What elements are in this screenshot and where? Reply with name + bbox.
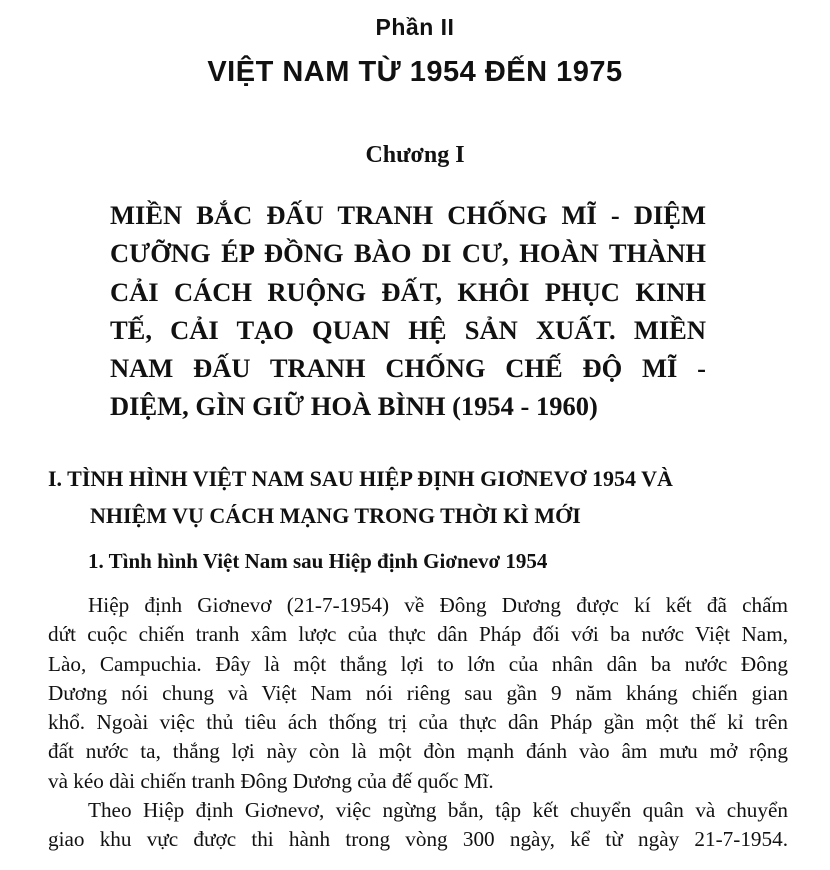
part-title: VIỆT NAM TỪ 1954 ĐẾN 1975 — [207, 56, 623, 88]
section-heading-line: I. TÌNH HÌNH VIỆT NAM SAU HIỆP ĐỊNH GIƠNEVƠ 1954 VÀ — [48, 466, 673, 491]
chapter-title-line: TẾ, CẢI TẠO QUAN HỆ SẢN XUẤT. MIỀN — [110, 314, 706, 345]
chapter-title — [110, 196, 706, 426]
chapter-title-line: DIỆM, GÌN GIỮ HOÀ BÌNH (1954 - 1960) — [110, 391, 598, 422]
paragraph-line: Theo Hiệp định Giơnevơ, việc ngừng bắn, tập kết chuyển quân và chuyển — [88, 798, 788, 823]
part-label: Phần II — [375, 14, 455, 40]
paragraph-line: Lào, Campuchia. Đây là một thắng lợi to lớn của nhân dân ba nước Đông — [48, 651, 788, 676]
chapter-label: Chương I — [365, 142, 465, 168]
paragraph-line: đất nước ta, thắng lợi này còn là một đòn mạnh đánh vào âm mưu mở rộng — [48, 739, 788, 764]
chapter-title-line: CƯỠNG ÉP ĐỒNG BÀO DI CƯ, HOÀN THÀNH — [110, 238, 706, 269]
subsection-heading: 1. Tình hình Việt Nam sau Hiệp định Giơnevơ 1954 — [88, 549, 548, 573]
section-heading-line: NHIỆM VỤ CÁCH MẠNG TRONG THỜI KÌ MỚI — [90, 503, 581, 528]
chapter-title-line: CẢI CÁCH RUỘNG ĐẤT, KHÔI PHỤC KINH — [110, 276, 706, 307]
paragraph-line: khổ. Ngoài việc thủ tiêu ách thống trị của thực dân Pháp gần một thế kỉ trên — [48, 710, 788, 735]
body-text — [48, 591, 788, 855]
chapter-title-line: NAM ĐẤU TRANH CHỐNG CHẾ ĐỘ MĨ - — [110, 353, 706, 384]
paragraph-line: dứt cuộc chiến tranh xâm lược của thực dân Pháp đối với ba nước Việt Nam, — [48, 622, 788, 647]
paragraph-line: Hiệp định Giơnevơ (21-7-1954) về Đông Dương được kí kết đã chấm — [88, 593, 788, 617]
paragraph-line: và kéo dài chiến tranh Đông Dương của đế quốc Mĩ. — [48, 768, 494, 793]
paragraph-line: Dương nói chung và Việt Nam nói riêng sau gần 9 năm kháng chiến gian — [48, 680, 788, 705]
section-heading — [48, 460, 788, 534]
chapter-title-line: MIỀN BẮC ĐẤU TRANH CHỐNG MĨ - DIỆM — [110, 200, 706, 230]
paragraph-line: giao khu vực được thi hành trong vòng 300 ngày, kể từ ngày 21-7-1954. — [48, 827, 788, 852]
